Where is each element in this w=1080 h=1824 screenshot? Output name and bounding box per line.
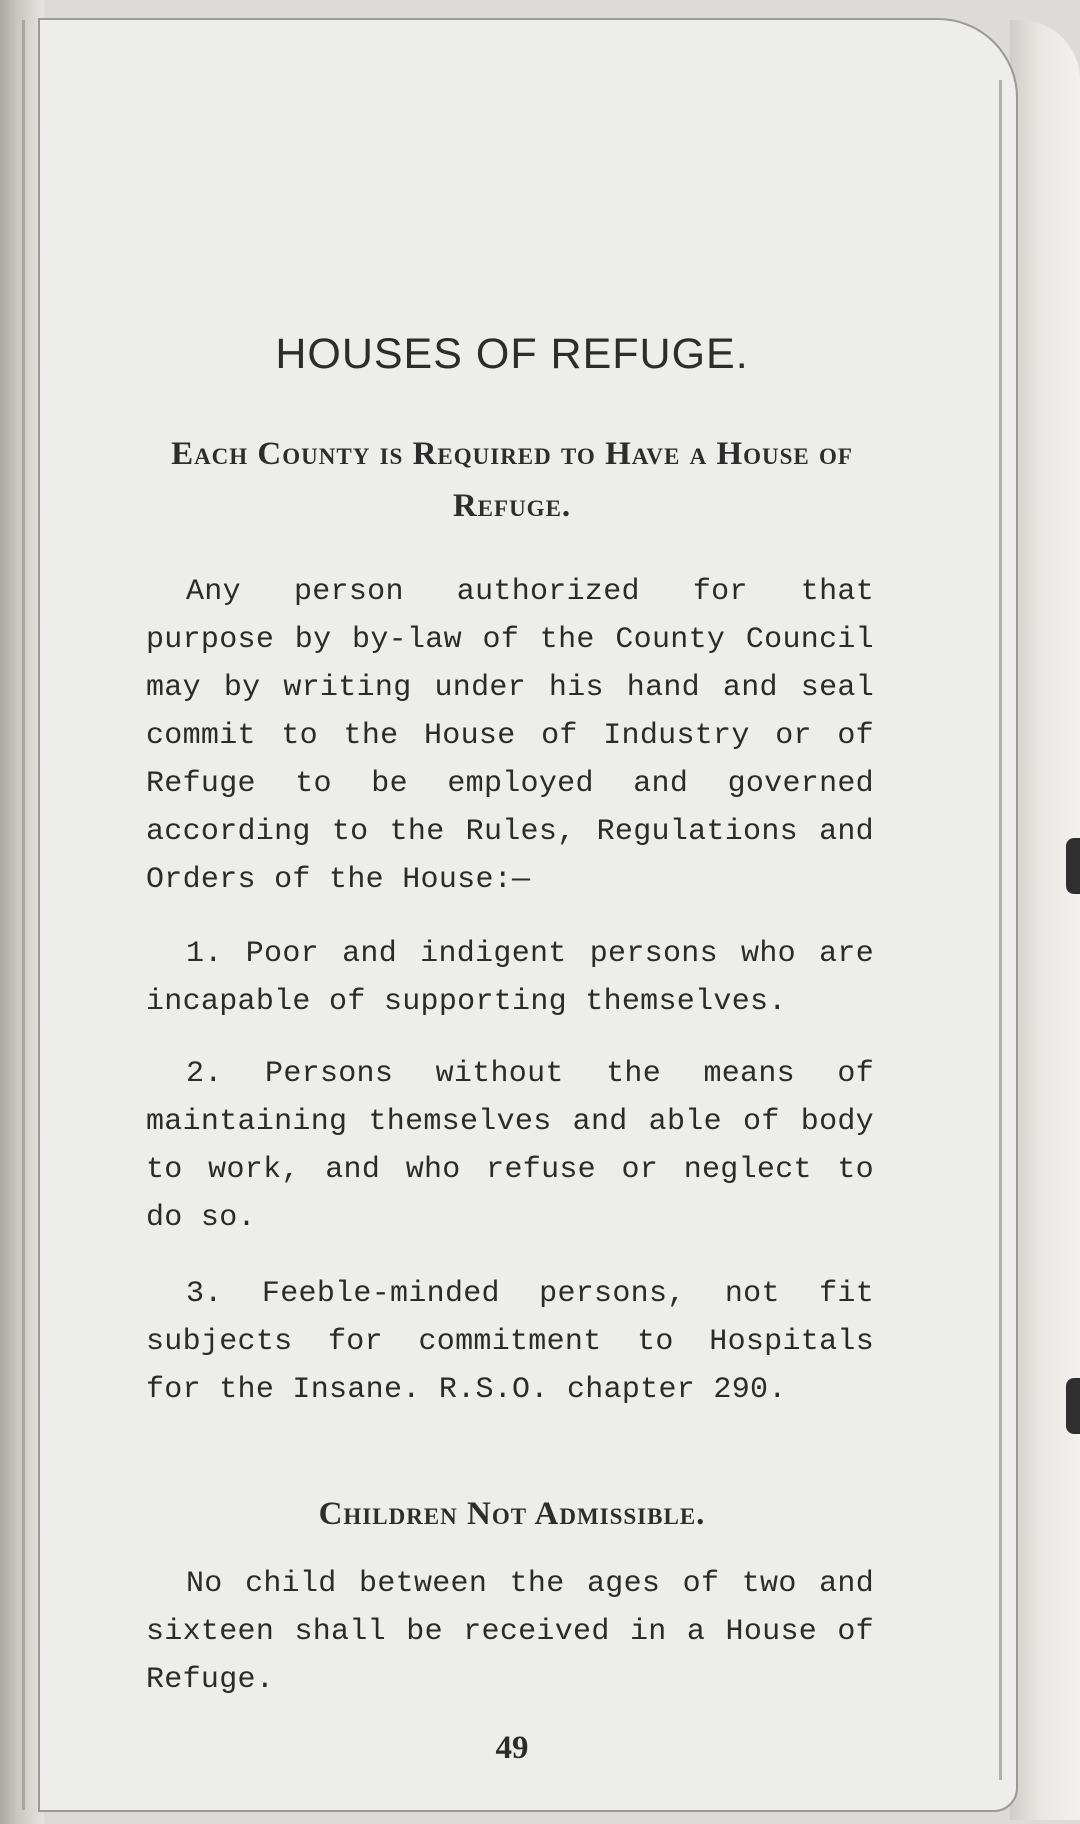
children-paragraph: No child between the ages of two and sixteen shall be received in a House of Refuge. (146, 1567, 874, 1697)
list-item: 3. Feeble-minded persons, not fit subjects for commitment to Hospitals for the Insane. R.S.O. chapter 290. (146, 1277, 874, 1407)
binding-clip (1066, 1378, 1080, 1434)
page-margin-line (999, 80, 1002, 1780)
list-item: 2. Persons without the means of maintaining themselves and able of body to work, and who refuse or neglect to do so. (146, 1057, 874, 1235)
list-item: 1. Poor and indigent persons who are incapable of supporting themselves. (146, 937, 874, 1019)
binding-clip (1066, 838, 1080, 894)
page-edges (1010, 20, 1080, 1820)
page-number: 49 (495, 1730, 529, 1766)
intro-paragraph: Any person authorized for that purpose by by-law of the County Council may by writing under his hand and seal commit to the House of Industry or of Refuge to be employed and governed according to the Rules, Regulations and Orders of the House:— (146, 575, 874, 897)
spine-binding-line (22, 20, 25, 1810)
book-page (38, 18, 1018, 1812)
section-heading-children: Children Not Admissible. (318, 1496, 706, 1532)
page-title: HOUSES OF REFUGE. (275, 330, 749, 378)
section-heading-house-of-refuge: Each County is Required to Have a House of Refuge. (171, 436, 853, 524)
